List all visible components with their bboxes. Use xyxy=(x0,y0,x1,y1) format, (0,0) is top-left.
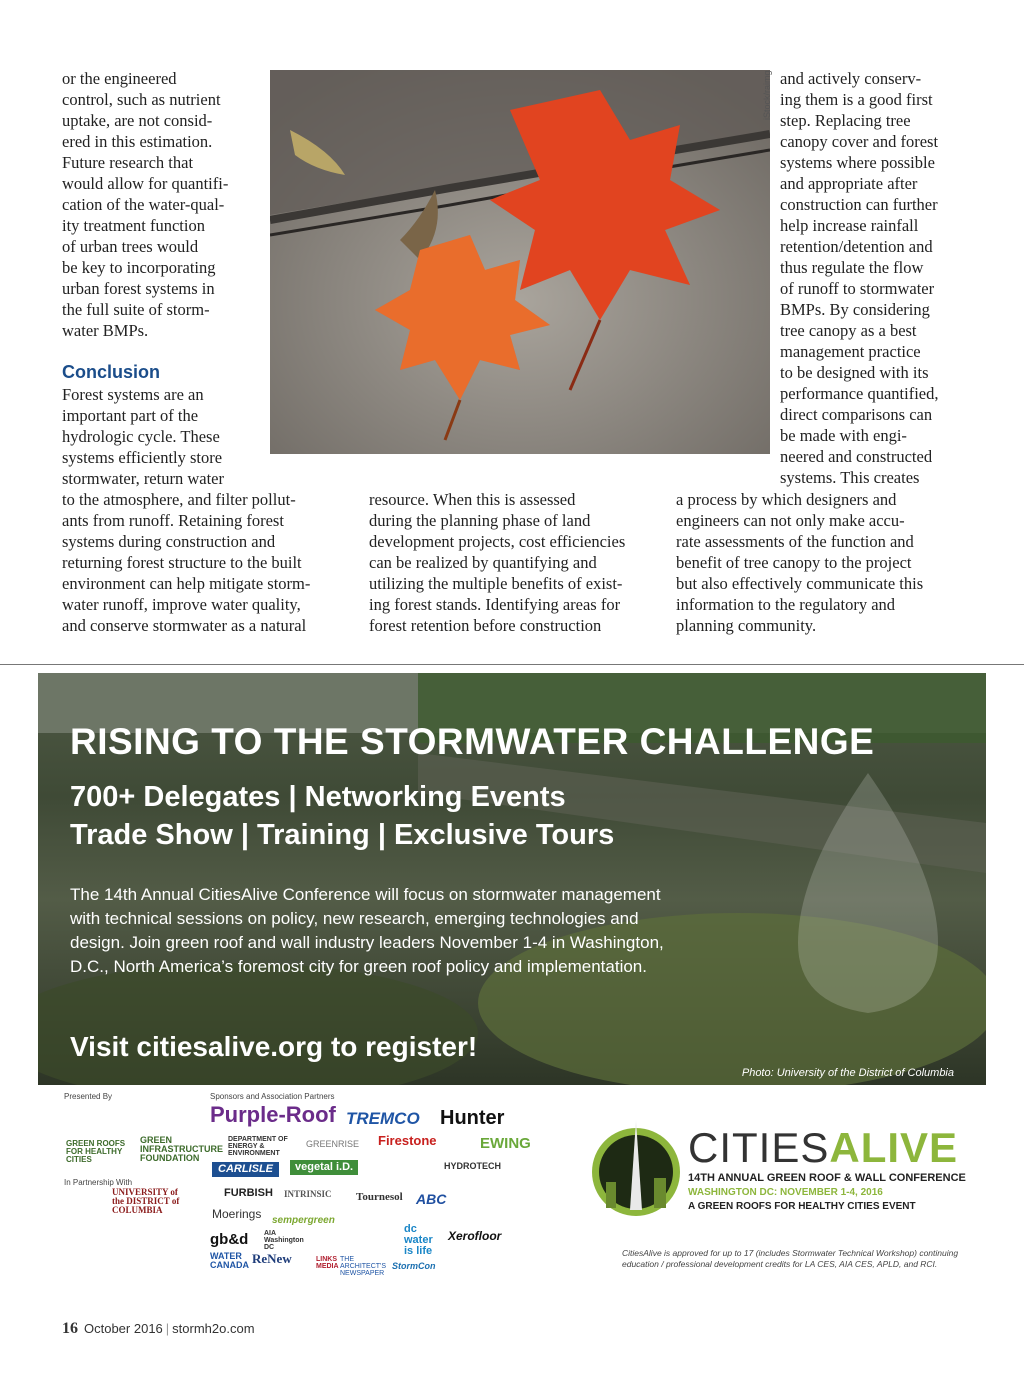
sponsor-logo[interactable]: INTRINSIC xyxy=(284,1189,332,1199)
sponsor-logo[interactable]: TREMCO xyxy=(346,1109,420,1128)
sponsor-logo[interactable]: sempergreen xyxy=(272,1215,335,1226)
page-number: 16 xyxy=(62,1320,78,1337)
photo-credit: iStock/raimg xyxy=(762,70,772,120)
conference-subtitle: 14TH ANNUAL GREEN ROOF & WALL CONFERENCE xyxy=(688,1172,966,1184)
conference-date: WASHINGTON DC: NOVEMBER 1-4, 2016 xyxy=(688,1187,883,1198)
sponsor-logo[interactable]: LINKS MEDIA xyxy=(316,1256,339,1270)
conference-organizer: A GREEN ROOFS FOR HEALTHY CITIES EVENT xyxy=(688,1201,916,1212)
article-column-bottom-2: resource. When this is assessed during the planning phase of land development projects, cost efficiencies can be realized by quantifying and utilizing the multiple benefits of exist- ing forest stands. Identifying areas for forest retention before construction xyxy=(369,490,626,635)
sponsor-logo[interactable]: AIA Washington DC xyxy=(264,1230,304,1251)
sponsor-logo[interactable]: DEPARTMENT OF ENERGY & ENVIRONMENT xyxy=(228,1136,288,1157)
sponsors-label: Sponsors and Association Partners xyxy=(210,1092,335,1101)
autumn-leaves-photo xyxy=(270,70,770,454)
sponsor-logo[interactable]: ReNew xyxy=(252,1251,292,1266)
udc-logo[interactable]: UNIVERSITY of the DISTRICT of COLUMBIA xyxy=(112,1187,180,1215)
register-link[interactable]: Visit citiesalive.org to register! xyxy=(70,1031,478,1062)
sponsor-logo[interactable]: gb&d xyxy=(210,1231,249,1248)
article-column-bottom-3: a process by which designers and engineers can not only make accu- rate assessments of the function and benefit of tree canopy to the project but also effectively communicate this information to the regulatory and planning community. xyxy=(676,490,924,635)
sponsor-logo[interactable]: GREENRISE xyxy=(306,1139,360,1149)
page-footer xyxy=(62,1320,255,1338)
sponsor-logo[interactable]: WATER CANADA xyxy=(210,1251,249,1270)
sponsor-logo[interactable]: ABC xyxy=(416,1191,447,1207)
partnership-label: In Partnership With xyxy=(64,1178,133,1187)
green-infrastructure-logo[interactable]: GREEN INFRASTRUCTURE FOUNDATION xyxy=(140,1135,223,1163)
sponsor-logo[interactable]: Tournesol xyxy=(356,1191,403,1203)
sponsor-logo[interactable]: StormCon xyxy=(392,1261,436,1271)
sponsor-logo[interactable]: HYDROTECH xyxy=(444,1161,502,1171)
ad-photo-credit: Photo: University of the District of Columbia xyxy=(741,1067,954,1079)
sponsor-logo[interactable]: Firestone xyxy=(378,1133,437,1148)
footer-separator: | xyxy=(165,1321,170,1336)
article-column-left-top: or the engineered control, such as nutrient uptake, are not consid- ered in this estimation. Future research that would allow for quantifi- cation of the water-qual- ity treatment function of urban trees would be key to incorporating urban forest systems in the full suite of storm- water BMPs. xyxy=(62,69,229,340)
cities-word: CITIES xyxy=(688,1124,830,1171)
article-column-bottom-1: to the atmosphere, and filter pollut- ants from runoff. Retaining forest systems during construction and returning forest structure to the built environment can help mitigate storm- water runoff, improve water quality, and conserve stormwater as a natural xyxy=(62,490,311,635)
ad-subheadline-2: Trade Show | Training | Exclusive Tours xyxy=(70,819,615,851)
green-roofs-logo[interactable]: GREEN ROOFS FOR HEALTHY CITIES xyxy=(66,1139,126,1164)
sponsor-logo[interactable]: CARLISLE xyxy=(212,1162,279,1177)
sponsor-logo[interactable]: Hunter xyxy=(440,1107,505,1129)
sponsor-logo[interactable]: EWING xyxy=(480,1135,531,1152)
site-url[interactable]: stormh2o.com xyxy=(172,1321,255,1336)
ad-headline: RISING TO THE STORMWATER CHALLENGE xyxy=(70,721,875,762)
sponsor-logo[interactable]: Moerings xyxy=(212,1207,262,1221)
conclusion-heading: Conclusion xyxy=(62,362,160,382)
section-divider xyxy=(0,664,1024,665)
sponsor-logo[interactable]: Purple-Roof xyxy=(210,1102,336,1127)
article-column-left-middle: Forest systems are an important part of the hydrologic cycle. These systems efficiently store stormwater, return water xyxy=(62,385,224,488)
sponsor-logo[interactable]: THE ARCHITECT'S NEWSPAPER xyxy=(340,1256,387,1277)
article-column-right-top: and actively conserv- ing them is a good first step. Replacing tree canopy cover and forest systems where possible and appropriate after construction can further help increase rainfall retention/detention and thus regulate the flow of runoff to stormwater BMPs. By considering tree canopy as a best management practice to be designed with its performance quantified, direct comparisons can be made with engi- neered and constructed systems. This creates xyxy=(780,69,939,487)
sponsor-logo[interactable]: dc water is life xyxy=(404,1223,433,1257)
leaves-illustration xyxy=(270,70,770,454)
issue-date: October 2016 xyxy=(84,1321,163,1336)
credits-note: CitiesAlive is approved for up to 17 (includes Stormwater Technical Workshop) continuing education / professional development credits for LA CES, AIA CES, APLD, and RCI. xyxy=(622,1248,959,1269)
sponsor-logo[interactable]: vegetal i.D. xyxy=(290,1160,358,1175)
alive-word: ALIVE xyxy=(829,1124,959,1171)
sponsor-logo[interactable]: FURBISH xyxy=(224,1187,273,1199)
cities-alive-logo[interactable] xyxy=(688,1124,958,1172)
conference-ad-banner xyxy=(38,673,986,1085)
ad-body-text: The 14th Annual CitiesAlive Conference will focus on stormwater management with technical sessions on policy, new research, emerging technologies and design. Join green roof and wall industry leaders November 1-4 in Washington, D.C., North America’s foremost city for green roof policy and implementation. xyxy=(70,885,664,976)
sponsor-logo[interactable]: Xerofloor xyxy=(448,1229,502,1243)
presented-by-label: Presented By xyxy=(64,1092,113,1101)
cities-alive-emblem-icon xyxy=(588,1112,684,1222)
ad-subheadline-1: 700+ Delegates | Networking Events xyxy=(70,781,566,813)
